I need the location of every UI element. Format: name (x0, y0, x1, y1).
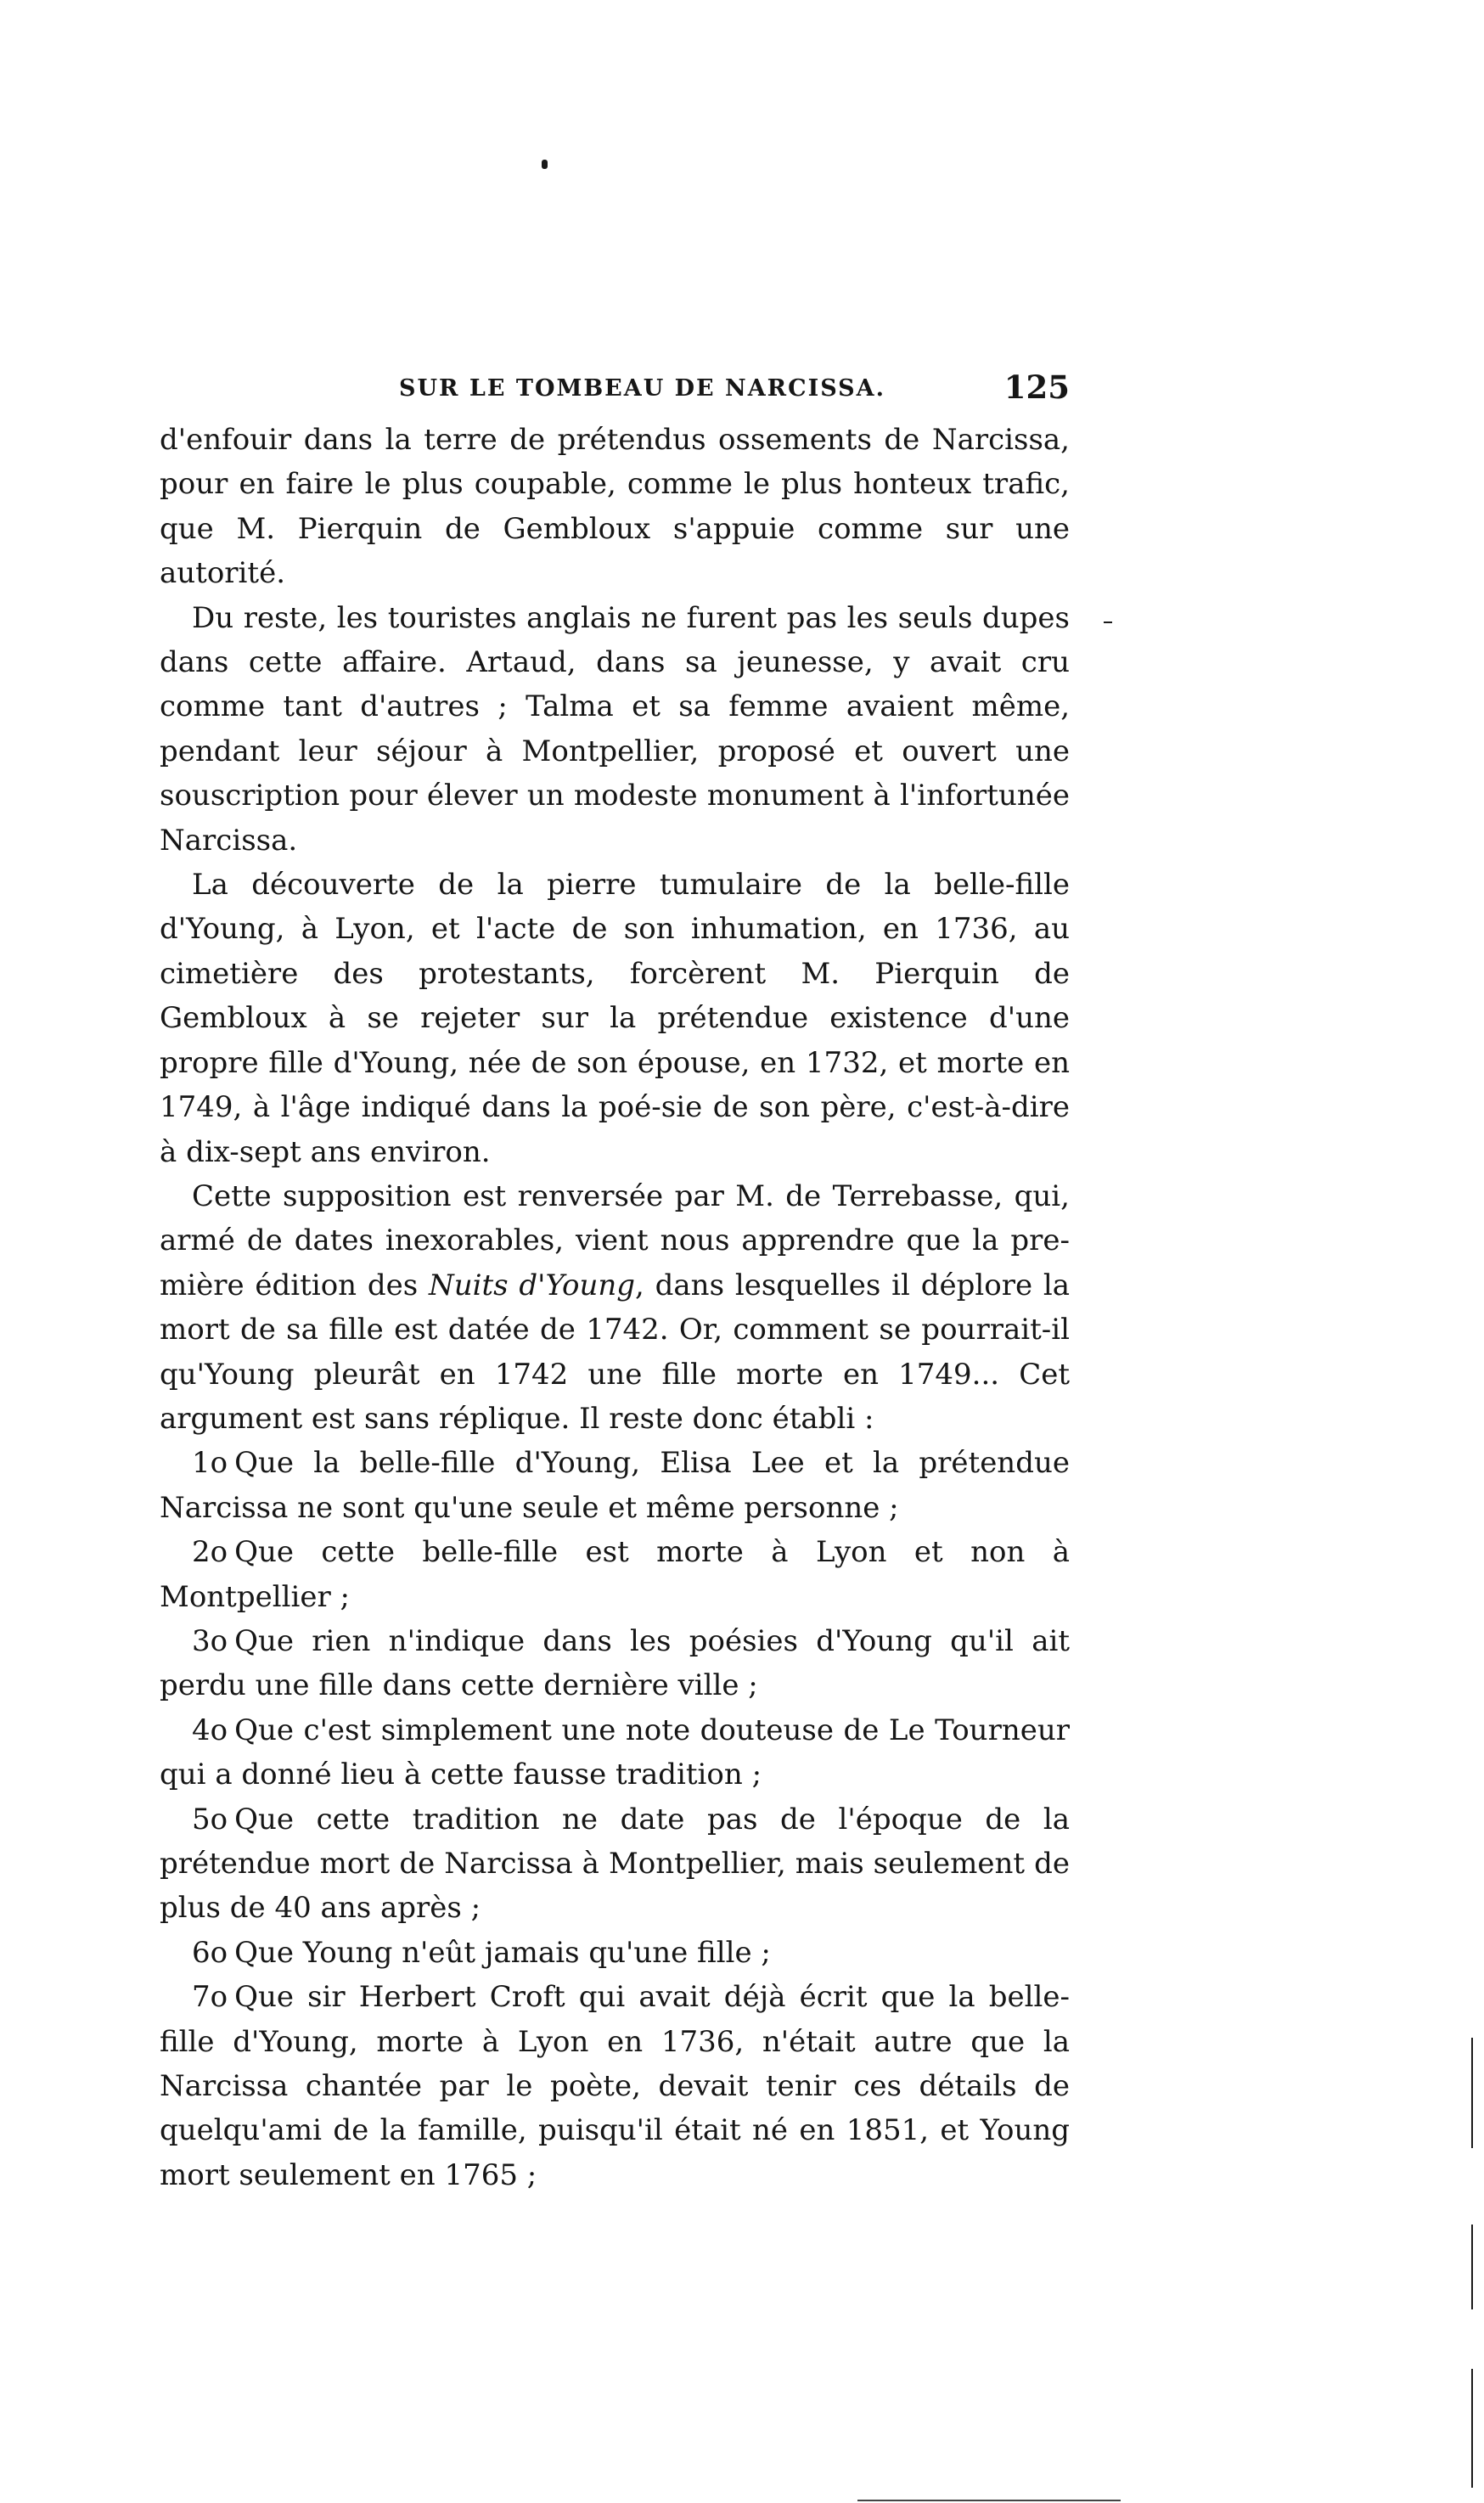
scan-edge-mark (1471, 2369, 1473, 2488)
item-text: Que cette belle-fille est morte à Lyon et non à Montpellier ; (160, 1535, 1070, 1614)
item-text: Que c'est simplement une note douteuse de Le Tourneur qui a donné lieu à cette fausse tradition ; (160, 1713, 1070, 1792)
item-number: 1o (192, 1446, 228, 1481)
item-text: Que la belle-fille d'Young, Elisa Lee et la prétendue Narcissa ne sont qu'une seule et même personne ; (160, 1446, 1070, 1525)
scan-edge-mark (1471, 2038, 1473, 2148)
list-item (160, 1975, 1070, 2197)
list-item (160, 1797, 1070, 1931)
scan-speck (1104, 622, 1112, 623)
list-item (160, 1530, 1070, 1619)
list-item (160, 1441, 1070, 1530)
list-item (160, 1931, 1070, 1975)
paragraph: Du reste, les touristes anglais ne furent pas les seuls dupes dans cette affaire. Artaud, dans sa jeunesse, y avait cru comme tant d'autres ; Talma et sa femme avaient même, pendant leur séjour à Montpellier, proposé et ouvert une souscription pour élever un modeste monument à l'infortunée Narcissa. (160, 600, 1070, 858)
running-title: SUR LE TOMBEAU DE NARCISSA. (399, 375, 885, 402)
item-text: Que cette tradition ne date pas de l'époque de la prétendue mort de Narcissa à Montpellier, mais seulement de plus de 40 ans après ; (160, 1802, 1070, 1926)
running-head (161, 367, 1070, 418)
scan-edge-mark (857, 2500, 1121, 2501)
item-number: 4o (192, 1713, 228, 1747)
body-text (160, 418, 1070, 2197)
list-item (160, 1708, 1070, 1797)
paragraph: d'enfouir dans la terre de prétendus ossements de Narcissa, pour en faire le plus coupable, comme le plus honteux trafic, que M. Pierquin de Gembloux s'appuie comme sur une autorité. (160, 423, 1070, 591)
paragraph (160, 1174, 1070, 1441)
paragraph: La découverte de la pierre tumulaire de la belle-fille d'Young, à Lyon, et l'acte de son inhumation, en 1736, au cimetière des protestants, forcèrent M. Pierquin de Gembloux à se rejeter sur la prétendue existence d'une propre fille d'Young, née de son épouse, en 1732, et morte en 1749, à l'âge indiqué dans la poé-sie de son père, c'est-à-dire à dix-sept ans environ. (160, 868, 1070, 1169)
item-number: 2o (192, 1535, 228, 1570)
work-title: Nuits d'Young (428, 1268, 636, 1302)
scan-speck (542, 160, 548, 169)
scan-edge-mark (1471, 2225, 1473, 2309)
item-number: 6o (192, 1935, 228, 1970)
item-number: 3o (192, 1623, 228, 1658)
paragraph-text: Cette supposition est renversée par M. de Terrebasse, qui, armé de dates inexorables, vient nous apprendre que la pre-mière édition des (160, 1178, 1070, 1302)
page-number: 125 (1003, 368, 1070, 406)
item-text: Que Young n'eût jamais qu'une fille ; (234, 1935, 771, 1970)
list-item (160, 1619, 1070, 1708)
item-text: Que rien n'indique dans les poésies d'Young qu'il ait perdu une fille dans cette dernière ville ; (160, 1623, 1070, 1703)
paragraph-text: , dans lesquelles il déplore la mort de sa fille est datée de 1742. Or, comment se pourrait-il qu'Young pleurât en 1742 une fille morte en 1749... Cet argument est sans réplique. Il reste donc établi : (160, 1268, 1070, 1436)
item-number: 5o (192, 1802, 228, 1836)
item-number: 7o (192, 1980, 228, 2015)
item-text: Que sir Herbert Croft qui avait déjà écrit que la belle-fille d'Young, morte à Lyon en 1736, n'était autre que la Narcissa chantée par le poète, devait tenir ces détails de quelqu'ami de la famille, puisqu'il était né en 1851, et Young mort seulement en 1765 ; (160, 1980, 1070, 2192)
